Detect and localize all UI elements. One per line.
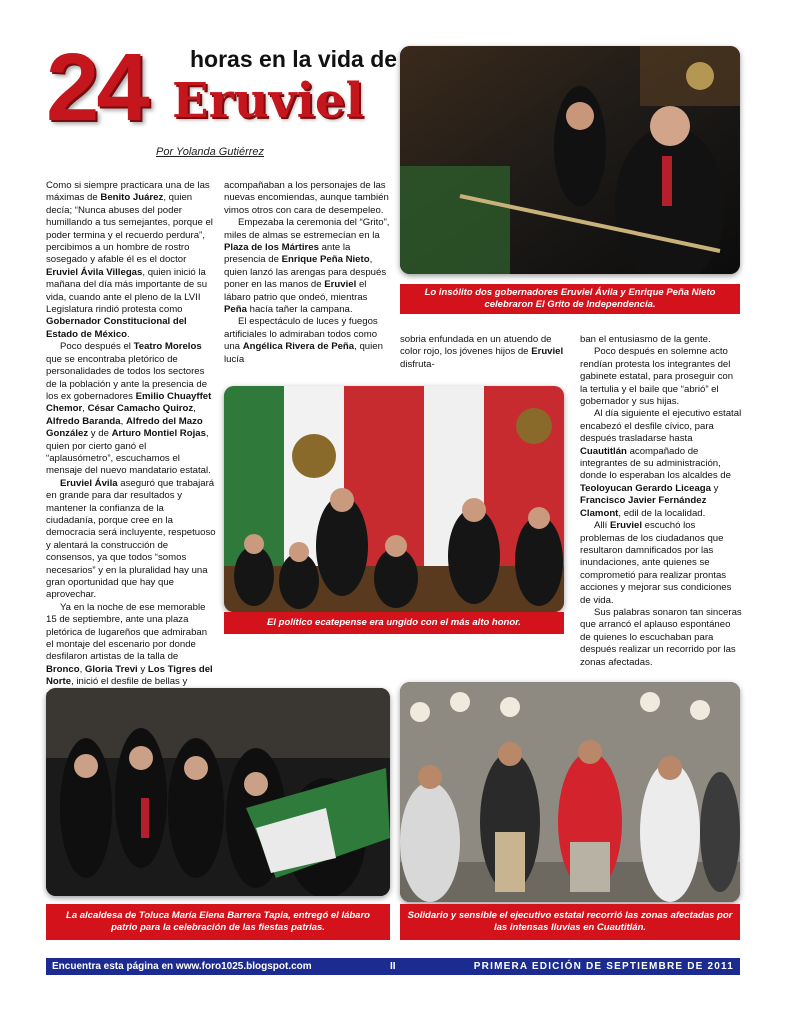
- caption-center: El político ecatepense era ungido con el más alto honor.: [224, 612, 564, 634]
- article-column-4: ban el entusiasmo de la gente. Poco después en solemne acto rendían protesta los integrantes del gabinete estatal, para proseguir con la tertulia y el baile que “abrió” el gobernador y sus hijas. Al día siguiente el ejecutivo estatal encabezó el desfile cívico, para después trasladarse hasta Cuautitlán acompañado de integrantes de su administración, donde lo esperaban los alcaldes de Teoloyucan Gerardo Liceaga y Francisco Javier Fernández Clamont, edil de la localidad. Allí Eruviel escuchó los problemas de los ciudadanos que resultaron damnificados por las inundaciones, ante quienes se comprometió para realizar prontas acciones y mejorar sus condiciones de vida. Sus palabras sonaron tan sinceras que arrancó el aplauso espontáneo de quienes lo escuchaban para después realizar un recorrido por las zonas afectadas.: [580, 334, 742, 668]
- photo-cuautitlan-tour: [400, 682, 740, 902]
- headline-name: Eruviel: [172, 73, 364, 129]
- photo-legislature-ceremony: [224, 386, 564, 612]
- footer-website: Encuentra esta página en www.foro1025.blogspot.com: [52, 961, 312, 972]
- caption-bottom-left: La alcaldesa de Toluca María Elena Barrera Tapia, entregó el lábaro patrio para la celebración de las fiestas patrias.: [46, 904, 390, 940]
- caption-bottom-right: Solidario y sensible el ejecutivo estatal recorrió las zonas afectadas por las intensas lluvias en Cuautitlán.: [400, 904, 740, 940]
- byline: Por Yolanda Gutiérrez: [156, 146, 265, 158]
- footer-edition: PRIMERA EDICIÓN DE SEPTIEMBRE DE 2011: [473, 961, 734, 972]
- article-column-3: sobria enfundada en un atuendo de color rojo, los jóvenes hijos de Eruviel disfruta-: [400, 334, 564, 370]
- photo-flag-handover: [46, 688, 390, 896]
- article-column-2: acompañaban a los personajes de las nuevas encomiendas, aunque también vimos otros con cara de desempeleo. Empezaba la ceremonia del “Grito”, miles de almas se estremecían en la Plaza de los Mártires ante la presencia de Enrique Peña Nieto, quien lanzó las arengas para después poner en las manos de Eruviel el lábaro patrio que ondeó, mientras Peña hacía tañer la campana. El espectáculo de luces y fuegos artificiales lo admiraban todos como una Angélica Rivera de Peña, quien lucía: [224, 180, 390, 365]
- caption-top-right: Lo insólito dos gobernadores Eruviel Ávila y Enrique Peña Nieto celebraron El Grito de Independencia.: [400, 284, 740, 314]
- photo-grito-balcony: [400, 46, 740, 274]
- article-column-1: Como si siempre practicara una de las máximas de Benito Juárez, quien decía; “Nunca abuses del poder humillando a tus semejantes, porque el poder termina y el recuerdo perdura”, percibimos a un hombre de rostro sosegado y afable él es el doctor Eruviel Ávila Villegas, quien inició la mañana del día más importante de su vida, cuando ante el pleno de la LVII Legislatura rindió protesta como Gobernador Constitucional del Estado de México. Poco después el Teatro Morelos que se encontraba pletórico de personalidades de todos los sectores de la población y ante la presencia de los ex gobernadores Emilio Chuayffet Chemor, César Camacho Quiroz, Alfredo Baranda, Alfredo del Mazo González y de Arturo Montiel Rojas, quien por cierto ganó el “aplausómetro”, escuchamos el mensaje del nuevo mandatario estatal. Eruviel Ávila aseguró que trabajará en grande para dar resultados y mantener la confianza de la ciudadanía, porque cree en la democracia será incluyente, respetuoso y alentará la construcción de consensos, ya que todos “somos necesarios” y en la pluralidad hay una gran oportunidad que hay que aprovechar. Ya en la noche de ese memorable 15 de septiembre, ante una plaza pletórica de lugareños que admiraban el montaje del escenario por donde desfilaron artistas de la talla de Bronco, Gloria Trevi y Los Tigres del Norte, inició el desfile de bellas y: [46, 180, 216, 688]
- headline-number: 24: [46, 34, 147, 141]
- headline-subtitle: horas en la vida de: [190, 46, 398, 72]
- footer-bar: [46, 958, 740, 975]
- page-number: II: [389, 961, 396, 972]
